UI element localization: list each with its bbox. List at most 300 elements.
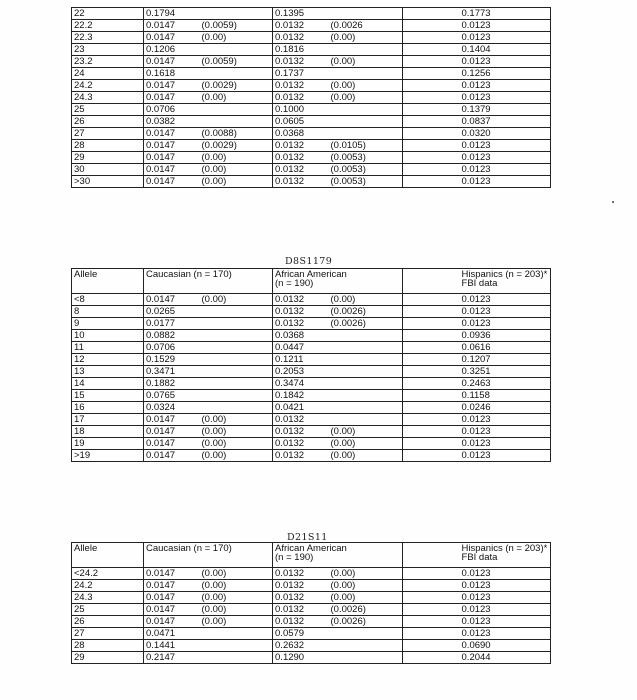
- african-american-min-cell: (0.0026): [329, 604, 403, 616]
- table-row: [72, 616, 551, 628]
- african-american-min-cell: (0.00): [329, 450, 403, 462]
- header-allele: Allele: [72, 543, 144, 568]
- allele-cell: >30: [72, 176, 144, 188]
- caucasian-freq-cell: 0.0147: [144, 580, 200, 592]
- african-american-min-cell: [329, 366, 403, 378]
- allele-cell: 29: [72, 152, 144, 164]
- caucasian-freq-cell: 0.0147: [144, 92, 200, 104]
- hispanic-freq-cell: 0.0123: [460, 164, 551, 176]
- african-american-freq-cell: 0.0368: [273, 128, 329, 140]
- hispanic-freq-cell: 0.0123: [460, 580, 551, 592]
- spacer-cell: [403, 426, 460, 438]
- african-american-freq-cell: 0.1816: [273, 44, 329, 56]
- hispanic-freq-cell: 0.0936: [460, 330, 551, 342]
- african-american-freq-cell: 0.0447: [273, 342, 329, 354]
- spacer-cell: [403, 580, 460, 592]
- african-american-freq-cell: 0.1290: [273, 652, 329, 664]
- caucasian-freq-cell: 0.0265: [144, 306, 200, 318]
- caucasian-min-cell: [200, 306, 273, 318]
- caucasian-freq-cell: 0.0177: [144, 318, 200, 330]
- african-american-min-cell: [329, 330, 403, 342]
- caucasian-freq-cell: 0.0147: [144, 616, 200, 628]
- caucasian-min-cell: [200, 652, 273, 664]
- table-row: [72, 592, 551, 604]
- spacer-cell: [403, 32, 460, 44]
- table-row: [72, 580, 551, 592]
- allele-cell: 27: [72, 128, 144, 140]
- caucasian-min-cell: [200, 628, 273, 640]
- caucasian-freq-cell: 0.0471: [144, 628, 200, 640]
- table-row: [72, 390, 551, 402]
- african-american-min-cell: (0.0026): [329, 306, 403, 318]
- african-american-min-cell: [329, 128, 403, 140]
- african-american-freq-cell: 0.0132: [273, 568, 329, 580]
- allele-cell: 25: [72, 604, 144, 616]
- table-row: [72, 8, 551, 20]
- african-american-min-cell: (0.0053): [329, 176, 403, 188]
- hispanic-freq-cell: 0.0123: [460, 628, 551, 640]
- caucasian-freq-cell: 0.1882: [144, 378, 200, 390]
- hispanic-freq-cell: 0.0123: [460, 80, 551, 92]
- spacer-cell: [403, 616, 460, 628]
- spacer-cell: [403, 652, 460, 664]
- hispanic-freq-cell: 0.0123: [460, 140, 551, 152]
- allele-cell: 30: [72, 164, 144, 176]
- allele-cell: 29: [72, 652, 144, 664]
- caucasian-freq-cell: 0.0147: [144, 164, 200, 176]
- table-row: [72, 20, 551, 32]
- caucasian-freq-cell: 0.2147: [144, 652, 200, 664]
- hispanic-freq-cell: 0.0123: [460, 592, 551, 604]
- african-american-freq-cell: 0.0132: [273, 414, 329, 426]
- table-row: [72, 604, 551, 616]
- african-american-freq-cell: 0.0132: [273, 426, 329, 438]
- hispanic-freq-cell: 0.0123: [460, 616, 551, 628]
- allele-cell: <8: [72, 294, 144, 306]
- allele-cell: 22.2: [72, 20, 144, 32]
- hispanic-freq-cell: 0.0690: [460, 640, 551, 652]
- caucasian-freq-cell: 0.0147: [144, 604, 200, 616]
- table-row: [72, 652, 551, 664]
- caucasian-freq-cell: 0.0324: [144, 402, 200, 414]
- allele-cell: 17: [72, 414, 144, 426]
- caucasian-freq-cell: 0.0147: [144, 592, 200, 604]
- african-american-freq-cell: 0.0132: [273, 306, 329, 318]
- hispanic-freq-cell: 0.0616: [460, 342, 551, 354]
- allele-cell: 22: [72, 8, 144, 20]
- table-row: [72, 378, 551, 390]
- spacer-cell: [403, 318, 460, 330]
- spacer-cell: [403, 438, 460, 450]
- caucasian-freq-cell: 0.0147: [144, 140, 200, 152]
- caucasian-freq-cell: 0.1441: [144, 640, 200, 652]
- caucasian-freq-cell: 0.0147: [144, 568, 200, 580]
- african-american-min-cell: (0.00): [329, 32, 403, 44]
- african-american-min-cell: (0.00): [329, 426, 403, 438]
- allele-cell: 11: [72, 342, 144, 354]
- allele-cell: 23: [72, 44, 144, 56]
- caucasian-freq-cell: 0.0147: [144, 32, 200, 44]
- caucasian-freq-cell: 0.0147: [144, 56, 200, 68]
- allele-cell: 24.3: [72, 592, 144, 604]
- hispanic-freq-cell: 0.0123: [460, 92, 551, 104]
- caucasian-freq-cell: 0.3471: [144, 366, 200, 378]
- header-allele: Allele: [72, 269, 144, 294]
- allele-cell: 24.3: [72, 92, 144, 104]
- african-american-freq-cell: 0.0132: [273, 450, 329, 462]
- table-row: [72, 568, 551, 580]
- table-row: [72, 342, 551, 354]
- spacer-cell: [403, 128, 460, 140]
- african-american-min-cell: (0.00): [329, 294, 403, 306]
- african-american-freq-cell: 0.2053: [273, 366, 329, 378]
- allele-cell: 28: [72, 640, 144, 652]
- header-caucasian: Caucasian (n = 170): [144, 543, 273, 568]
- caucasian-min-cell: (0.00): [200, 604, 273, 616]
- caucasian-min-cell: [200, 68, 273, 80]
- hispanic-freq-cell: 0.1256: [460, 68, 551, 80]
- hispanic-freq-cell: 0.0123: [460, 450, 551, 462]
- african-american-min-cell: (0.00): [329, 56, 403, 68]
- spacer-cell: [403, 294, 460, 306]
- african-american-min-cell: (0.0026: [329, 20, 403, 32]
- caucasian-min-cell: (0.00): [200, 32, 273, 44]
- table-row: [72, 56, 551, 68]
- spacer-cell: [403, 8, 460, 20]
- caucasian-min-cell: (0.00): [200, 616, 273, 628]
- caucasian-freq-cell: 0.0147: [144, 128, 200, 140]
- caucasian-min-cell: (0.00): [200, 176, 273, 188]
- spacer-cell: [403, 20, 460, 32]
- african-american-freq-cell: 0.0132: [273, 294, 329, 306]
- african-american-min-cell: [329, 390, 403, 402]
- spacer-cell: [403, 640, 460, 652]
- caucasian-min-cell: [200, 378, 273, 390]
- spacer-cell: [403, 68, 460, 80]
- african-american-min-cell: [329, 378, 403, 390]
- hispanic-freq-cell: 0.0123: [460, 176, 551, 188]
- caucasian-freq-cell: 0.0147: [144, 20, 200, 32]
- african-american-freq-cell: 0.0605: [273, 116, 329, 128]
- table-row: [72, 306, 551, 318]
- caucasian-freq-cell: 0.0382: [144, 116, 200, 128]
- african-american-freq-cell: 0.0132: [273, 32, 329, 44]
- spacer-cell: [403, 390, 460, 402]
- caucasian-freq-cell: 0.1618: [144, 68, 200, 80]
- allele-cell: 27: [72, 628, 144, 640]
- caucasian-freq-cell: 0.0147: [144, 426, 200, 438]
- african-american-min-cell: (0.00): [329, 580, 403, 592]
- african-american-freq-cell: 0.0579: [273, 628, 329, 640]
- caucasian-freq-cell: 0.0147: [144, 294, 200, 306]
- spacer-cell: [403, 104, 460, 116]
- table-row: [72, 402, 551, 414]
- hispanic-freq-cell: 0.1207: [460, 354, 551, 366]
- table-row: [72, 414, 551, 426]
- header-african-american: African American (n = 190): [273, 269, 403, 294]
- caucasian-min-cell: (0.0029): [200, 140, 273, 152]
- allele-frequency-table-d21s11: [71, 542, 551, 664]
- spacer-cell: [403, 56, 460, 68]
- spacer-cell: [403, 80, 460, 92]
- hispanic-freq-cell: 0.0123: [460, 294, 551, 306]
- caucasian-min-cell: (0.00): [200, 580, 273, 592]
- header-gap: [403, 543, 460, 568]
- allele-cell: 14: [72, 378, 144, 390]
- caucasian-min-cell: (0.00): [200, 426, 273, 438]
- african-american-freq-cell: 0.0132: [273, 80, 329, 92]
- african-american-min-cell: [329, 116, 403, 128]
- caucasian-freq-cell: 0.0147: [144, 152, 200, 164]
- african-american-min-cell: (0.00): [329, 592, 403, 604]
- african-american-freq-cell: 0.0421: [273, 402, 329, 414]
- hispanic-freq-cell: 0.1773: [460, 8, 551, 20]
- caucasian-min-cell: (0.00): [200, 450, 273, 462]
- stray-mark: [612, 201, 614, 203]
- african-american-min-cell: (0.0105): [329, 140, 403, 152]
- spacer-cell: [403, 450, 460, 462]
- spacer-cell: [403, 354, 460, 366]
- caucasian-freq-cell: 0.0765: [144, 390, 200, 402]
- table-row: [72, 92, 551, 104]
- african-american-min-cell: [329, 104, 403, 116]
- allele-cell: 26: [72, 116, 144, 128]
- header-caucasian: Caucasian (n = 170): [144, 269, 273, 294]
- allele-cell: 13: [72, 366, 144, 378]
- african-american-freq-cell: 0.0132: [273, 164, 329, 176]
- african-american-freq-cell: 0.0132: [273, 616, 329, 628]
- table-row: [72, 128, 551, 140]
- caucasian-min-cell: (0.00): [200, 568, 273, 580]
- caucasian-min-cell: [200, 330, 273, 342]
- caucasian-freq-cell: 0.0706: [144, 342, 200, 354]
- allele-cell: 28: [72, 140, 144, 152]
- allele-cell: 26: [72, 616, 144, 628]
- african-american-min-cell: (0.0053): [329, 164, 403, 176]
- caucasian-min-cell: [200, 640, 273, 652]
- allele-cell: 24: [72, 68, 144, 80]
- african-american-min-cell: [329, 628, 403, 640]
- hispanic-freq-cell: 0.0123: [460, 306, 551, 318]
- hispanic-freq-cell: 0.3251: [460, 366, 551, 378]
- spacer-cell: [403, 366, 460, 378]
- african-american-min-cell: [329, 414, 403, 426]
- spacer-cell: [403, 378, 460, 390]
- african-american-min-cell: (0.00): [329, 80, 403, 92]
- spacer-cell: [403, 306, 460, 318]
- table-row: [72, 628, 551, 640]
- caucasian-freq-cell: 0.0147: [144, 176, 200, 188]
- allele-cell: 12: [72, 354, 144, 366]
- caucasian-min-cell: [200, 116, 273, 128]
- hispanic-freq-cell: 0.0123: [460, 318, 551, 330]
- caucasian-min-cell: [200, 8, 273, 20]
- hispanic-freq-cell: 0.0320: [460, 128, 551, 140]
- hispanic-freq-cell: 0.1404: [460, 44, 551, 56]
- allele-cell: 10: [72, 330, 144, 342]
- table-row: [72, 366, 551, 378]
- header-hispanics: Hispanics (n = 203)* FBI data: [460, 269, 551, 294]
- african-american-freq-cell: 0.1211: [273, 354, 329, 366]
- hispanic-freq-cell: 0.0123: [460, 438, 551, 450]
- spacer-cell: [403, 140, 460, 152]
- table-row: [72, 640, 551, 652]
- african-american-freq-cell: 0.0132: [273, 152, 329, 164]
- caucasian-min-cell: [200, 44, 273, 56]
- caucasian-min-cell: (0.00): [200, 164, 273, 176]
- allele-cell: 8: [72, 306, 144, 318]
- hispanic-freq-cell: 0.0123: [460, 152, 551, 164]
- spacer-cell: [403, 330, 460, 342]
- allele-cell: 18: [72, 426, 144, 438]
- table-row: [72, 32, 551, 44]
- spacer-cell: [403, 402, 460, 414]
- caucasian-freq-cell: 0.0147: [144, 80, 200, 92]
- caucasian-min-cell: (0.0059): [200, 56, 273, 68]
- african-american-min-cell: [329, 44, 403, 56]
- spacer-cell: [403, 164, 460, 176]
- locus-title-d21s11: D21S11: [287, 532, 328, 543]
- allele-cell: 25: [72, 104, 144, 116]
- spacer-cell: [403, 116, 460, 128]
- african-american-min-cell: [329, 652, 403, 664]
- caucasian-min-cell: (0.00): [200, 592, 273, 604]
- african-american-min-cell: [329, 402, 403, 414]
- african-american-min-cell: (0.00): [329, 568, 403, 580]
- table-row: [72, 438, 551, 450]
- african-american-min-cell: [329, 354, 403, 366]
- african-american-min-cell: [329, 640, 403, 652]
- caucasian-min-cell: [200, 402, 273, 414]
- caucasian-min-cell: (0.00): [200, 152, 273, 164]
- caucasian-min-cell: (0.0059): [200, 20, 273, 32]
- african-american-freq-cell: 0.0132: [273, 20, 329, 32]
- table-row: [72, 152, 551, 164]
- allele-frequency-table-d8s1179: [71, 268, 551, 462]
- caucasian-freq-cell: 0.0147: [144, 414, 200, 426]
- caucasian-freq-cell: 0.0882: [144, 330, 200, 342]
- caucasian-freq-cell: 0.1529: [144, 354, 200, 366]
- table-row: [72, 426, 551, 438]
- allele-frequency-table-continued: [71, 7, 551, 188]
- hispanic-freq-cell: 0.0123: [460, 568, 551, 580]
- allele-cell: 19: [72, 438, 144, 450]
- african-american-freq-cell: 0.2632: [273, 640, 329, 652]
- african-american-freq-cell: 0.0132: [273, 56, 329, 68]
- caucasian-min-cell: [200, 354, 273, 366]
- african-american-freq-cell: 0.0132: [273, 604, 329, 616]
- african-american-freq-cell: 0.1737: [273, 68, 329, 80]
- african-american-min-cell: (0.0026): [329, 318, 403, 330]
- african-american-freq-cell: 0.0132: [273, 438, 329, 450]
- spacer-cell: [403, 176, 460, 188]
- spacer-cell: [403, 604, 460, 616]
- table-row: [72, 68, 551, 80]
- table-row: [72, 44, 551, 56]
- hispanic-freq-cell: 0.0123: [460, 414, 551, 426]
- allele-cell: 24.2: [72, 580, 144, 592]
- table-row: [72, 140, 551, 152]
- table-row: [72, 104, 551, 116]
- spacer-cell: [403, 628, 460, 640]
- hispanic-freq-cell: 0.0123: [460, 56, 551, 68]
- hispanic-freq-cell: 0.1158: [460, 390, 551, 402]
- caucasian-min-cell: [200, 104, 273, 116]
- table-row: [72, 450, 551, 462]
- spacer-cell: [403, 152, 460, 164]
- caucasian-min-cell: [200, 366, 273, 378]
- caucasian-min-cell: (0.0029): [200, 80, 273, 92]
- caucasian-min-cell: (0.0088): [200, 128, 273, 140]
- hispanic-freq-cell: 0.0246: [460, 402, 551, 414]
- allele-cell: >19: [72, 450, 144, 462]
- caucasian-freq-cell: 0.0706: [144, 104, 200, 116]
- table-row: [72, 318, 551, 330]
- african-american-min-cell: [329, 8, 403, 20]
- african-american-freq-cell: 0.3474: [273, 378, 329, 390]
- african-american-min-cell: (0.0026): [329, 616, 403, 628]
- spacer-cell: [403, 568, 460, 580]
- table-row: [72, 80, 551, 92]
- table-row: [72, 294, 551, 306]
- african-american-freq-cell: 0.0132: [273, 140, 329, 152]
- caucasian-min-cell: [200, 342, 273, 354]
- allele-cell: <24.2: [72, 568, 144, 580]
- allele-cell: 9: [72, 318, 144, 330]
- african-american-freq-cell: 0.0132: [273, 92, 329, 104]
- table-row: [72, 164, 551, 176]
- african-american-min-cell: (0.00): [329, 92, 403, 104]
- hispanic-freq-cell: 0.0123: [460, 32, 551, 44]
- header-african-american: African American (n = 190): [273, 543, 403, 568]
- caucasian-min-cell: (0.00): [200, 92, 273, 104]
- hispanic-freq-cell: 0.0123: [460, 604, 551, 616]
- hispanic-freq-cell: 0.0837: [460, 116, 551, 128]
- caucasian-min-cell: [200, 390, 273, 402]
- caucasian-min-cell: (0.00): [200, 414, 273, 426]
- african-american-freq-cell: 0.0132: [273, 580, 329, 592]
- allele-cell: 22.3: [72, 32, 144, 44]
- african-american-freq-cell: 0.1395: [273, 8, 329, 20]
- caucasian-freq-cell: 0.1206: [144, 44, 200, 56]
- african-american-min-cell: [329, 342, 403, 354]
- table-row: [72, 354, 551, 366]
- caucasian-freq-cell: 0.1794: [144, 8, 200, 20]
- hispanic-freq-cell: 0.0123: [460, 426, 551, 438]
- african-american-freq-cell: 0.0132: [273, 318, 329, 330]
- caucasian-freq-cell: 0.0147: [144, 450, 200, 462]
- african-american-freq-cell: 0.0368: [273, 330, 329, 342]
- african-american-freq-cell: 0.0132: [273, 176, 329, 188]
- caucasian-min-cell: [200, 318, 273, 330]
- allele-cell: 24.2: [72, 80, 144, 92]
- african-american-min-cell: (0.0053): [329, 152, 403, 164]
- caucasian-freq-cell: 0.0147: [144, 438, 200, 450]
- allele-cell: 15: [72, 390, 144, 402]
- table-row: [72, 176, 551, 188]
- header-hispanics: Hispanics (n = 203)* FBI data: [460, 543, 551, 568]
- spacer-cell: [403, 592, 460, 604]
- table-row: [72, 330, 551, 342]
- header-gap: [403, 269, 460, 294]
- spacer-cell: [403, 342, 460, 354]
- hispanic-freq-cell: 0.2044: [460, 652, 551, 664]
- african-american-freq-cell: 0.1000: [273, 104, 329, 116]
- table-row: [72, 116, 551, 128]
- african-american-min-cell: (0.00): [329, 438, 403, 450]
- allele-cell: 23.2: [72, 56, 144, 68]
- spacer-cell: [403, 414, 460, 426]
